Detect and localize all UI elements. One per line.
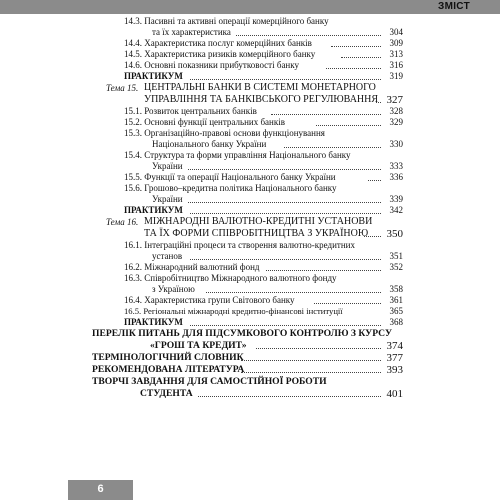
toc-entry-text: України bbox=[152, 194, 183, 204]
toc-entry-page: 336 bbox=[389, 172, 403, 182]
toc-entry-page: 361 bbox=[389, 295, 403, 305]
dot-leader bbox=[316, 114, 381, 126]
dot-leader bbox=[314, 292, 381, 304]
toc-entry-text: 16.5. Регіональні міжнародні кредитно-фінансові інституції bbox=[124, 306, 343, 316]
toc-entry-text: ЦЕНТРАЛЬНІ БАНКИ В СИСТЕМІ МОНЕТАРНОГО bbox=[144, 82, 376, 93]
toc-entry-page: 316 bbox=[389, 60, 403, 70]
toc-entry-text: 14.4. Характеристика послуг комерційних банків bbox=[124, 38, 312, 48]
toc-entry bbox=[106, 317, 403, 328]
toc-entry-text: 15.2. Основні функції центральних банків bbox=[124, 117, 285, 127]
dot-leader bbox=[256, 337, 381, 349]
dot-leader bbox=[241, 349, 381, 361]
dot-leader bbox=[266, 259, 381, 271]
toc-entry bbox=[106, 295, 403, 306]
dot-leader bbox=[241, 361, 381, 373]
toc-entry bbox=[106, 82, 403, 94]
toc-entry-text: 15.4. Структура та форми управління Національного банку bbox=[124, 150, 351, 160]
toc-entry-page: 401 bbox=[386, 388, 403, 400]
toc-entry-prefix: Тема 15. bbox=[106, 83, 139, 93]
table-of-contents bbox=[92, 16, 403, 400]
toc-entry-page: 319 bbox=[389, 71, 403, 81]
toc-entry-text: ПЕРЕЛІК ПИТАНЬ ДЛЯ ПІДСУМКОВОГО КОНТРОЛЮ З КУРСУ bbox=[92, 328, 393, 339]
toc-entry-page: 350 bbox=[386, 228, 403, 240]
toc-entry bbox=[92, 364, 403, 376]
toc-entry-page: 368 bbox=[389, 317, 403, 327]
toc-entry-text: УПРАВЛІННЯ ТА БАНКІВСЬКОГО РЕГУЛЮВАННЯ bbox=[144, 94, 379, 105]
dot-leader bbox=[376, 91, 381, 103]
toc-entry-page: 309 bbox=[389, 38, 403, 48]
toc-entry bbox=[106, 388, 403, 400]
toc-entry-text: установ bbox=[152, 251, 183, 261]
toc-entry-page: 377 bbox=[386, 352, 403, 364]
toc-entry-text: 16.2. Міжнародний валютний фонд bbox=[124, 262, 260, 272]
dot-leader bbox=[284, 136, 381, 148]
toc-entry-page: 328 bbox=[389, 106, 403, 116]
toc-entry-text: ПРАКТИКУМ bbox=[124, 317, 183, 327]
toc-entry-page: 327 bbox=[386, 94, 403, 106]
toc-entry-text: ПРАКТИКУМ bbox=[124, 71, 183, 81]
toc-entry bbox=[106, 172, 403, 183]
toc-entry-text: 14.6. Основні показники прибутковості банку bbox=[124, 60, 299, 70]
toc-entry-page: 352 bbox=[389, 262, 403, 272]
toc-entry-page: 365 bbox=[389, 306, 403, 316]
toc-entry-prefix: Тема 16. bbox=[106, 217, 139, 227]
toc-entry bbox=[106, 139, 403, 150]
toc-entry bbox=[106, 228, 403, 240]
toc-entry-text: 16.1. Інтеграційні процеси та створення валютно-кредитних bbox=[124, 240, 355, 250]
toc-entry-text: 15.5. Функції та операції Національного банку України bbox=[124, 172, 336, 182]
toc-entry-text: ТЕРМІНОЛОГІЧНИЙ СЛОВНИК bbox=[92, 352, 244, 363]
header-bar bbox=[0, 0, 500, 14]
toc-entry-page: 304 bbox=[389, 27, 403, 37]
footer-page-tab bbox=[68, 480, 133, 500]
toc-entry-page: 329 bbox=[389, 117, 403, 127]
toc-entry-text: 15.1. Розвиток центральних банків bbox=[124, 106, 257, 116]
dot-leader bbox=[368, 169, 381, 181]
dot-leader bbox=[190, 68, 381, 80]
toc-entry bbox=[106, 161, 403, 172]
toc-entry-page: 333 bbox=[389, 161, 403, 171]
toc-entry-page: 342 bbox=[389, 205, 403, 215]
toc-entry-text: 15.3. Організаційно-правові основи функціонування bbox=[124, 128, 325, 138]
toc-entry bbox=[106, 262, 403, 273]
toc-entry-text: ПРАКТИКУМ bbox=[124, 205, 183, 215]
toc-entry bbox=[106, 117, 403, 128]
toc-entry-text: Національного банку України bbox=[152, 139, 267, 149]
dot-leader bbox=[190, 314, 381, 326]
toc-entry-text: з Україною bbox=[152, 284, 195, 294]
dot-leader bbox=[190, 202, 381, 214]
toc-entry-text: ТА ЇХ ФОРМИ СПІВРОБІТНИЦТВА З УКРАЇНОЮ bbox=[144, 228, 369, 239]
toc-entry bbox=[106, 205, 403, 216]
page-number: 6 bbox=[97, 483, 104, 495]
toc-entry-page: 339 bbox=[389, 194, 403, 204]
toc-entry-page: 393 bbox=[386, 364, 403, 376]
toc-entry-text: РЕКОМЕНДОВАНА ЛІТЕРАТУРА bbox=[92, 364, 245, 375]
toc-entry-page: 330 bbox=[389, 139, 403, 149]
toc-entry bbox=[106, 216, 403, 228]
toc-entry-text: СТУДЕНТА bbox=[140, 388, 193, 399]
toc-entry-text: України bbox=[152, 161, 183, 171]
toc-entry bbox=[106, 71, 403, 82]
toc-entry-text: 15.6. Грошово–кредитна політика Національного банку bbox=[124, 183, 337, 193]
toc-entry-text: 16.3. Співробітництво Міжнародного валютного фонду bbox=[124, 273, 337, 283]
toc-entry-text: ТВОРЧІ ЗАВДАННЯ ДЛЯ САМОСТІЙНОЇ РОБОТИ bbox=[92, 376, 327, 387]
header-title: ЗМІСТ bbox=[438, 1, 470, 12]
toc-entry-page: 313 bbox=[389, 49, 403, 59]
toc-entry-text: МІЖНАРОДНІ ВАЛЮТНО-КРЕДИТНІ УСТАНОВИ bbox=[144, 216, 373, 227]
dot-leader bbox=[198, 385, 381, 397]
toc-entry-page: 374 bbox=[386, 340, 403, 352]
toc-entry-page: 358 bbox=[389, 284, 403, 294]
toc-entry-text: 14.5. Характеристика ризиків комерційного банку bbox=[124, 49, 316, 59]
toc-entry-text: «ГРОШ ТА КРЕДИТ» bbox=[150, 340, 247, 351]
toc-entry-text: та їх характеристика bbox=[152, 27, 231, 37]
dot-leader bbox=[364, 225, 381, 237]
toc-entry-text: 14.3. Пасивні та активні операції комерційного банку bbox=[124, 16, 329, 26]
toc-entry-text: 16.4. Характеристика групи Світового банку bbox=[124, 295, 295, 305]
toc-entry-page: 351 bbox=[389, 251, 403, 261]
dot-leader bbox=[188, 158, 381, 170]
